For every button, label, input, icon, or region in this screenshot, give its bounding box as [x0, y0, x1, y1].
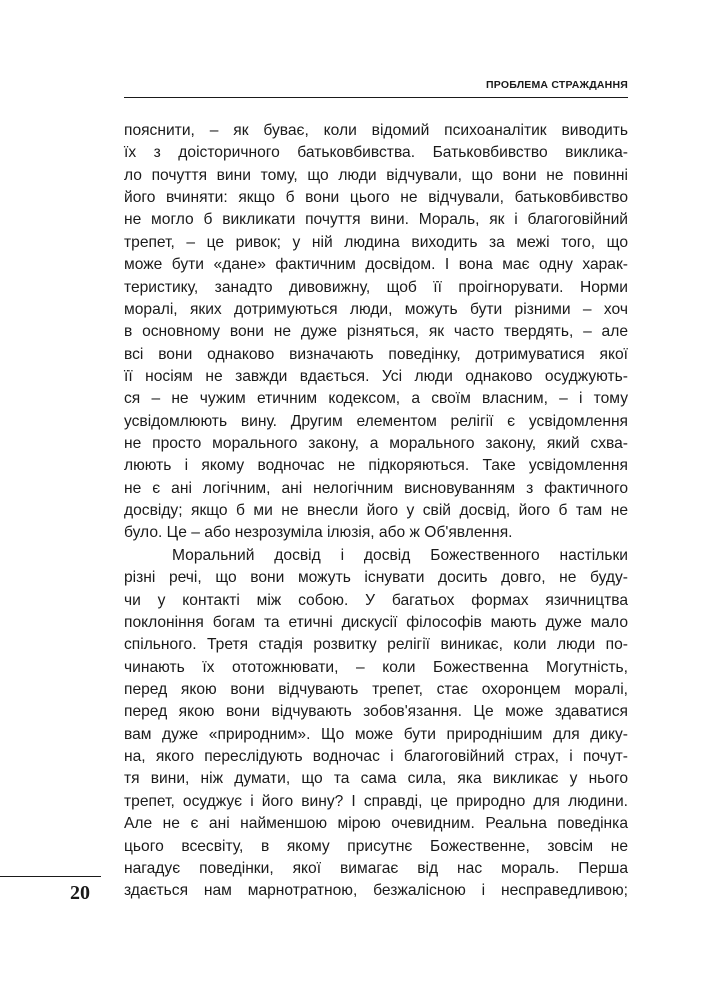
text-line: вам дуже «природним». Що може бути природнішим для дику-: [124, 725, 628, 743]
text-line: на, якого переслідують водночас і благоговійний страх, і почут-: [124, 748, 628, 766]
text-line: не є ані логічним, ані нелогічним висновуванням з фактичного: [124, 479, 628, 497]
header-rule: [124, 97, 628, 98]
text-line: не просто морального закону, а морального закону, який схва-: [124, 435, 628, 453]
text-line: трепет, – це ривок; у ній людина виходить за межі того, що: [124, 233, 628, 251]
text-line: цього всесвіту, в якому присутнє Божественне, зовсім не: [124, 837, 628, 855]
page-number: 20: [70, 882, 90, 904]
text-line: в основному вони не дуже різняться, як часто твердять, – але: [124, 323, 628, 341]
text-line: моралі, яких дотримуються люди, можуть бути різними – хоч: [124, 300, 628, 318]
text-line: різні речі, що вони можуть існувати досить довго, не буду-: [124, 569, 628, 587]
text-line: досвіду; якщо б ми не внесли його у свій досвід, його б там не: [124, 502, 628, 520]
paragraph: [124, 545, 628, 903]
text-line: ло почуття вини тому, що люди відчували, що вони не повинні: [124, 166, 628, 184]
text-line: перед якою вони відчувають трепет, стає охоронцем моралі,: [124, 680, 628, 698]
text-line: чинають їх ототожнювати, – коли Божественна Могутність,: [124, 658, 628, 676]
text-line: усвідомлюють вину. Другим елементом релігії є усвідомлення: [124, 412, 628, 430]
text-line: його вчиняти: якщо б вони цього не відчували, батьковбивство: [124, 189, 628, 207]
text-line: трепет, осуджує і його вину? І справді, це природно для людини.: [124, 792, 628, 810]
text-line: спільного. Третя стадія розвитку релігії виникає, коли люди по-: [124, 636, 628, 654]
text-line: їх з доісторичного батьковбивства. Батьковбивство виклика-: [124, 144, 628, 162]
body-text: [124, 120, 628, 903]
text-line: перед якою вони відчувають зобов'язання. Це може здаватися: [124, 703, 628, 721]
text-line: теристику, занадто дивовижну, щоб її проігнорувати. Норми: [124, 278, 628, 296]
paragraph: [124, 120, 628, 545]
footer-rule: [0, 876, 101, 877]
text-line: здається нам марнотратною, безжалісною і несправедливою;: [124, 882, 628, 900]
text-line: її носіям не завжди вдається. Усі люди однаково осуджують-: [124, 367, 628, 385]
text-line: тя вини, ніж думати, що та сама сила, яка викликає у нього: [124, 770, 628, 788]
text-line: Але не є ані найменшою мірою очевидним. Реальна поведінка: [124, 815, 628, 833]
text-line: люють і якому водночас не підкоряються. Таке усвідомлення: [124, 457, 628, 475]
text-line: не могло б викликати почуття вини. Мораль, як і благоговійний: [124, 211, 628, 229]
text-line: нагадує поведінки, якої вимагає від нас мораль. Перша: [124, 859, 628, 877]
text-line: Моральний досвід і досвід Божественного настільки: [172, 546, 628, 564]
text-line: було. Це – або незрозуміла ілюзія, або ж Об'явлення.: [124, 524, 513, 542]
text-line: може бути «дане» фактичним досвідом. І вона має одну харак-: [124, 256, 628, 274]
text-line: пояснити, – як буває, коли відомий психоаналітик виводить: [124, 122, 628, 139]
running-head: ПРОБЛЕМА СТРАЖДАННЯ: [486, 79, 628, 91]
text-line: чи у контакті між собою. У багатьох формах язичництва: [124, 591, 628, 609]
text-line: всі вони однаково визначають поведінку, дотримуватися якої: [124, 345, 628, 363]
text-line: ся – не чужим етичним кодексом, а своїм власним, – і тому: [124, 390, 628, 408]
text-line: поклоніння богам та етичні дискусії філософів мають дуже мало: [124, 613, 628, 631]
